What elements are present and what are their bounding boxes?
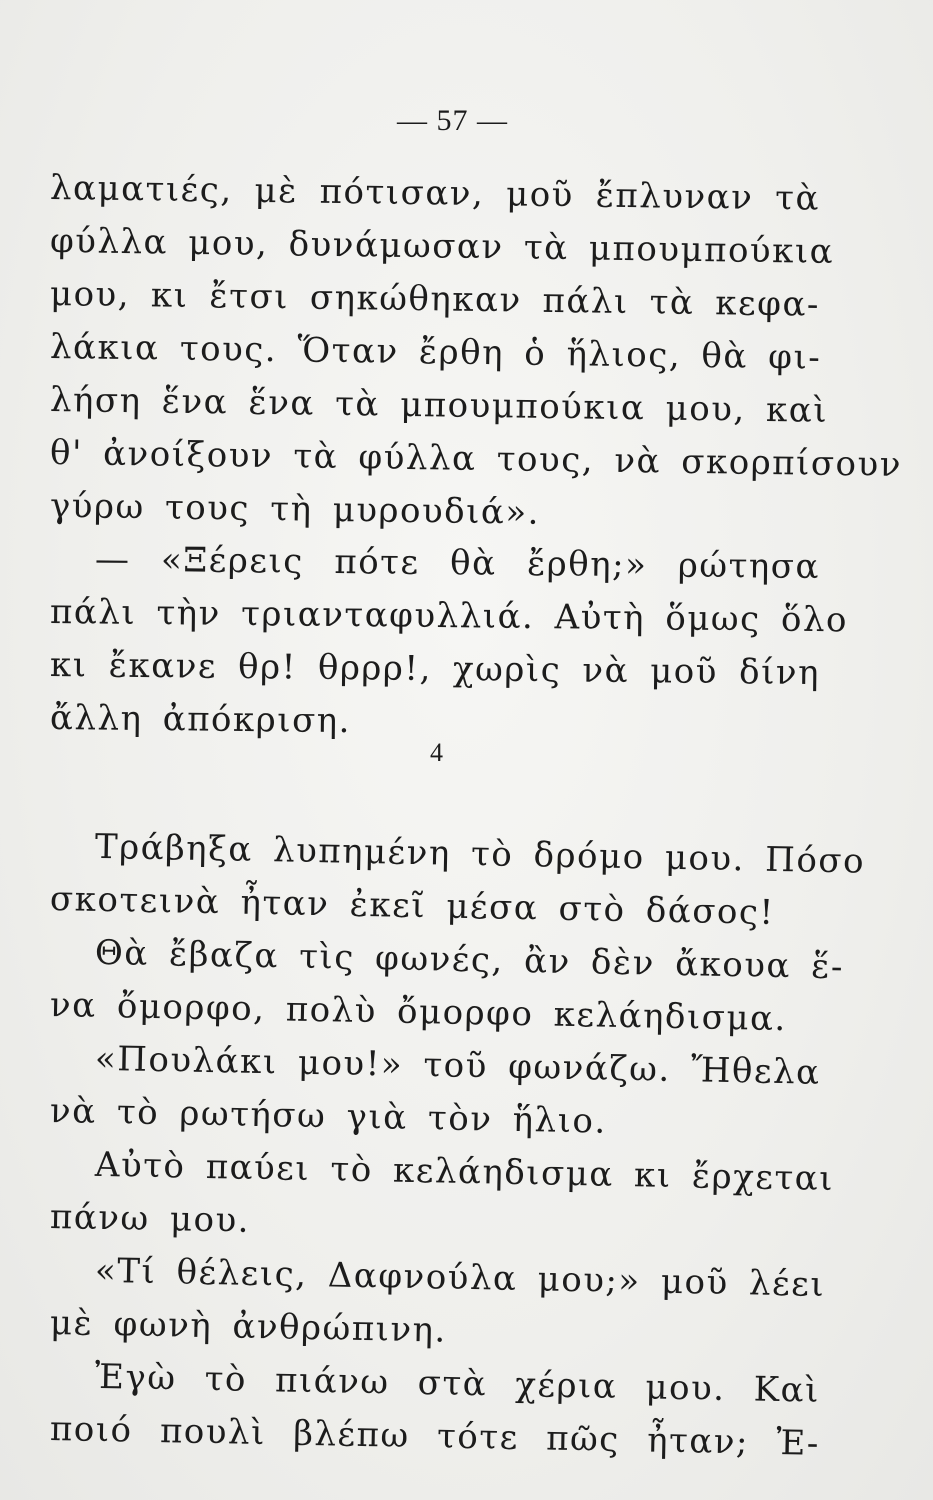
text-line: λάκια τους. Ὅταν ἔρθη ὁ ἥλιος, θὰ φι- — [49, 327, 822, 378]
text-line: Ἐγὼ τὸ πιάνω στὰ χέρια μου. Καὶ — [94, 1356, 821, 1411]
text-line: ποιό πουλὶ βλέπω τότε πῶς ἦταν; Ἐ- — [49, 1409, 821, 1464]
text-line: μου, κι ἔτσι σηκώθηκαν πάλι τὰ κεφα- — [49, 274, 821, 325]
text-line: νὰ τὸ ρωτήσω γιὰ τὸν ἥλιο. — [49, 1091, 608, 1142]
paragraph-block-top — [49, 162, 903, 745]
text-line: ἄλλη ἀπόκριση. — [49, 698, 352, 742]
text-line: — «Ξέρεις πότε θὰ ἔρθη;» ρώτησα — [94, 539, 821, 588]
section-number: 4 — [430, 738, 443, 767]
page-number: — 57 — — [397, 104, 508, 137]
text-line: θ' ἀνοίξουν τὰ φύλλα τους, νὰ σκορπίσουν — [49, 433, 903, 485]
text-line: να ὄμορφο, πολὺ ὄμορφο κελάηδισμα. — [49, 985, 788, 1040]
text-line: πάλι τὴν τριανταφυλλιά. Αὐτὴ ὅμως ὅλο — [49, 592, 849, 641]
text-line: σκοτεινὰ ἦταν ἐκεῖ μέσα στὸ δάσος! — [49, 879, 776, 933]
text-line: μὲ φωνὴ ἀνθρώπινη. — [49, 1303, 448, 1351]
text-line: «Τί θέλεις, Δαφνούλα μου;» μοῦ λέει — [94, 1250, 826, 1305]
text-line: Θὰ ἔβαζα τὶς φωνές, ἂν δὲν ἄκουα ἕ- — [94, 932, 845, 988]
text-line: λαματιές, μὲ πότισαν, μοῦ ἔπλυναν τὰ — [49, 168, 821, 219]
text-line: Τράβηξα λυπημένη τὸ δρόμο μου. Πόσο — [94, 826, 866, 882]
text-line: Αὐτὸ παύει τὸ κελάηδισμα κι ἔρχεται — [94, 1144, 835, 1200]
paragraph-block-bottom — [49, 820, 866, 1464]
text-line: πάνω μου. — [49, 1197, 251, 1241]
text-line: «Πουλάκι μου!» τοῦ φωνάζω. Ἤθελα — [94, 1038, 821, 1093]
text-line: γύρω τους τὴ μυρουδιά». — [49, 486, 541, 533]
text-line: κι ἔκανε θρ! θρρρ!, χωρὶς νὰ μοῦ δίνη — [49, 645, 821, 694]
text-line: λήση ἕνα ἕνα τὰ μπουμπούκια μου, καὶ — [49, 380, 829, 431]
text-line: φύλλα μου, δυνάμωσαν τὰ μπουμπούκια — [49, 221, 835, 272]
